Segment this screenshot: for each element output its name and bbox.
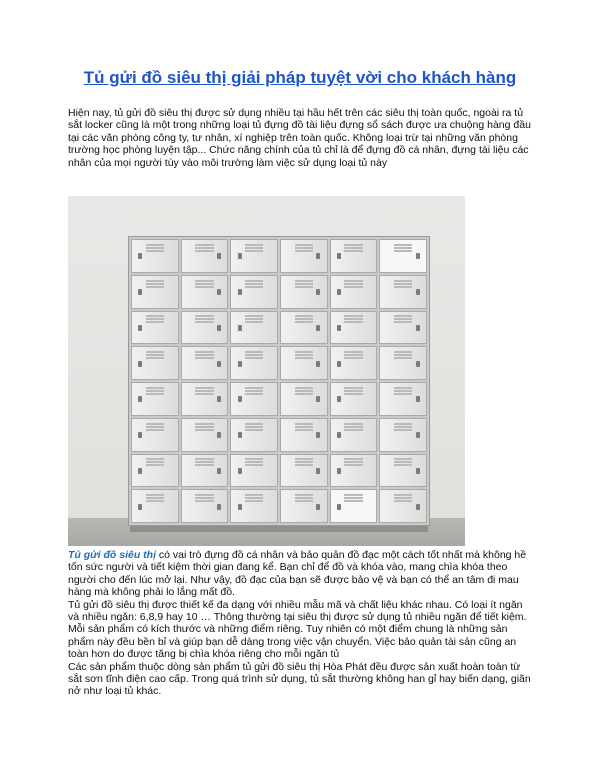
locker-door [379,418,427,452]
locker-door [280,454,328,488]
locker-door [131,454,179,488]
cabinet-base [130,526,428,532]
locker-door [280,489,328,523]
locker-door [379,382,427,416]
locker-door [181,454,229,488]
locker-door [131,239,179,273]
locker-photo [68,196,465,546]
locker-door [181,275,229,309]
locker-door [181,346,229,380]
locker-door [280,418,328,452]
locker-door [131,311,179,345]
locker-door [379,346,427,380]
locker-door [330,239,378,273]
locker-door [330,275,378,309]
locker-door [330,418,378,452]
locker-cabinet [128,236,430,526]
locker-door [330,382,378,416]
locker-door [280,311,328,345]
locker-door [230,239,278,273]
locker-door [181,311,229,345]
locker-door [131,275,179,309]
locker-door [330,346,378,380]
locker-door [280,382,328,416]
locker-door [131,418,179,452]
locker-door [280,346,328,380]
intro-paragraph: Hiện nay, tủ gửi đồ siêu thị được sử dụng nhiều tại hầu hết trên các siêu thị toàn quốc, ngoài ra tủ sắt locker cũng là một trong những loại tủ đựng đồ tài liệu đựng sổ sách được ưa chuộng hàng đầu tại các văn phòng công ty, tư nhân, xí nghiệp trên toàn quốc. Không loại trừ tại những văn phòng trường học phòng luyện tập... Chức năng chính của tủ chỉ là để đựng đồ cá nhân, đựng tài liệu các nhân của mọi người tùy vào môi trường làm việc sử dụng loại tủ này [68,107,531,169]
page-title: Tủ gửi đồ siêu thị giải pháp tuyệt vời cho khách hàng [83,68,517,87]
locker-door [280,239,328,273]
locker-door [131,346,179,380]
locker-door [379,275,427,309]
locker-door [330,311,378,345]
locker-door [379,454,427,488]
locker-door [230,346,278,380]
locker-door [230,454,278,488]
body-paragraph-2: Tủ gửi đồ siêu thị được thiết kế đa dạng với nhiều mẫu mã và chất liệu khác nhau. Có loại ít ngăn và nhiều ngăn: 6,8,9 hay 10 … Thông thường tại siêu thị được sử dụng tủ nhiều ngăn để tiết kiệm. Mỗi sản phẩm có kích thước và những điểm riêng. Tuy nhiên có một điểm chung là những sản phẩm này đều bền bỉ và giúp bạn dễ dàng trong việc vận chuyển. Việc bảo quản tài sản cũng an toàn hơn do được tăng bị chìa khóa riêng cho mỗi ngăn tủ [68,598,527,661]
locker-door [131,382,179,416]
body-paragraph-1: có vai trò đựng đồ cá nhân và bảo quản đồ đạc một cách tốt nhất mà không hề tốn sức người và tiết kiệm thời gian đang kể. Bạn chỉ để đồ và khóa vào, mang chìa khóa theo người cho đến lúc mở lại. Như vậy, đồ đạc của bạn sẽ được bảo vệ và bạn có thể an tâm đi mau hàng mà không phải lo lắng mất đồ. [68,549,527,599]
locker-door [181,239,229,273]
locker-door [230,489,278,523]
locker-door [131,489,179,523]
body-paragraph-3: Các sản phẩm thuộc dòng sản phẩm tủ gửi đồ siêu thị Hòa Phát đều được sản xuất hoàn toàn từ sắt sơn tĩnh điện cao cấp. Trong quá trình sử dụng, tủ sắt thường không han gỉ hay biến dạng, giãn nở như loại tủ khác. [68,660,531,698]
emphasis-link[interactable]: Tủ gửi đồ siêu thị [68,549,156,561]
locker-door [181,489,229,523]
locker-door [230,418,278,452]
locker-door [280,275,328,309]
locker-door [230,275,278,309]
locker-door [181,382,229,416]
locker-door [379,311,427,345]
locker-door [379,489,427,523]
locker-door [181,418,229,452]
body-text [68,549,533,698]
locker-door [230,382,278,416]
locker-door [330,454,378,488]
locker-door [230,311,278,345]
locker-door [330,489,378,523]
locker-door [379,239,427,273]
